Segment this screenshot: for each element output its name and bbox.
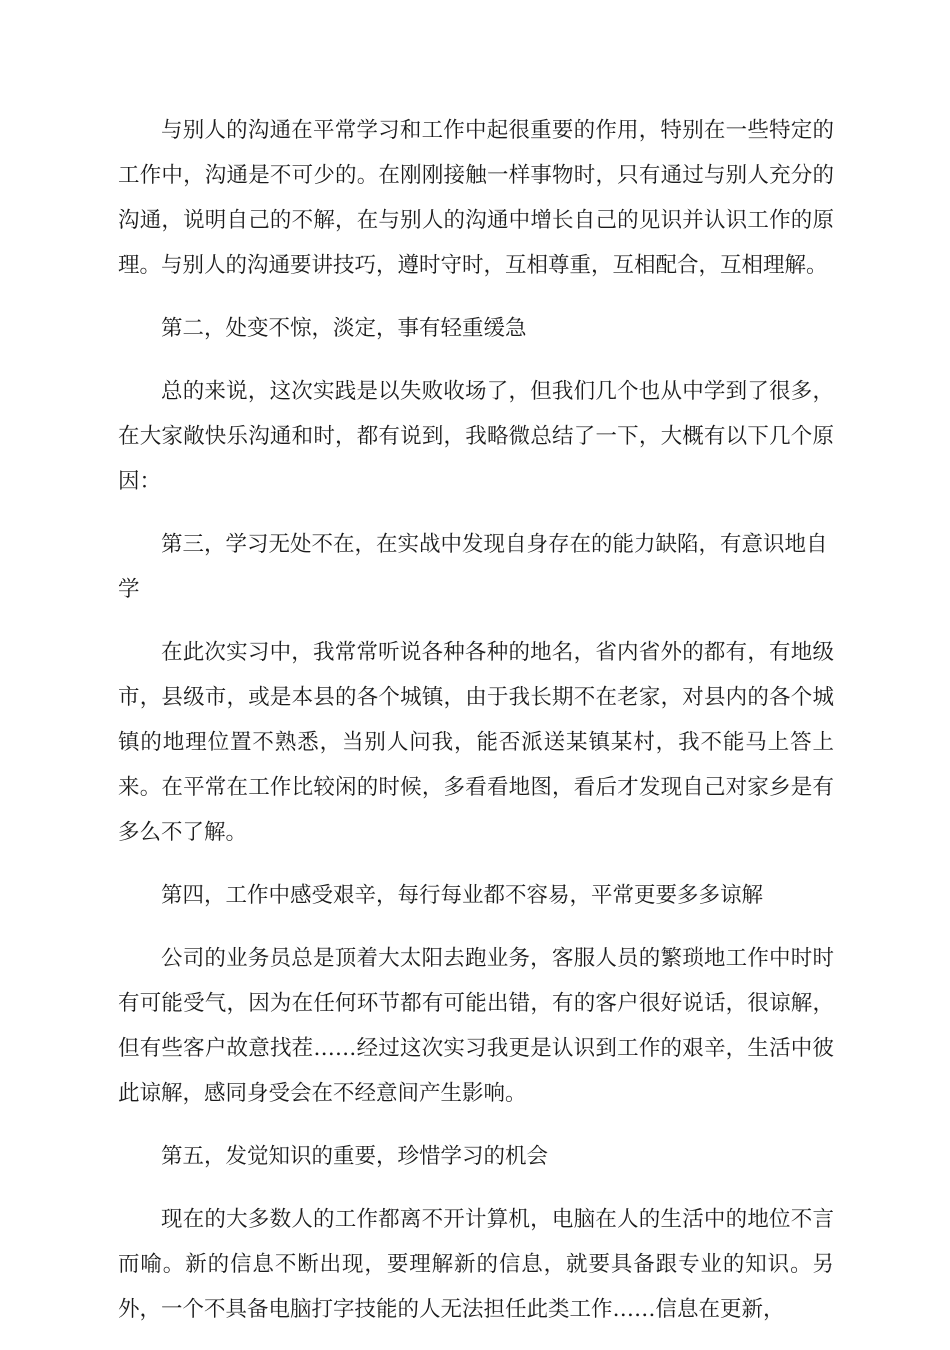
heading-second-point: 第二，处变不惊，淡定，事有轻重缓急 <box>161 316 527 341</box>
paragraph-summary: 总的来说，这次实践是以失败收场了，但我们几个也从中学到了很多，在大家敞快乐沟通和时，都有说到，我略微总结了一下，大概有以下几个原因： <box>118 379 834 494</box>
heading-fifth-point: 第五，发觉知识的重要，珍惜学习的机会 <box>161 1144 549 1169</box>
paragraph-communication: 与别人的沟通在平常学习和工作中起很重要的作用，特别在一些特定的工作中，沟通是不可少的。在刚刚接触一样事物时，只有通过与别人充分的沟通，说明自己的不解，在与别人的沟通中增长自己的见识并认识工作的原理。与别人的沟通要讲技巧，遵时守时，互相尊重，互相配合，互相理解。 <box>118 118 834 278</box>
heading-third-point: 第三，学习无处不在，在实战中发现自身存在的能力缺陷，有意识地自学 <box>118 532 828 602</box>
heading-fourth-point: 第四，工作中感受艰辛，每行每业都不容易，平常更要多多谅解 <box>161 883 764 908</box>
paragraph-computer-knowledge: 现在的大多数人的工作都离不开计算机，电脑在人的生活中的地位不言而喻。新的信息不断出现，要理解新的信息，就要具备跟专业的知识。另外，一个不具备电脑打字技能的人无法担任此类工作……信息在更新， <box>118 1207 834 1322</box>
paragraph-place-names: 在此次实习中，我常常听说各种各种的地名，省内省外的都有，有地级市，县级市，或是本县的各个城镇，由于我长期不在老家，对县内的各个城镇的地理位置不熟悉，当别人问我，能否派送某镇某村，我不能马上答上来。在平常在工作比较闲的时候，多看看地图，看后才发现自己对家乡是有多么不了解。 <box>118 640 834 845</box>
document-page <box>118 108 834 1350</box>
paragraph-hardship: 公司的业务员总是顶着大太阳去跑业务，客服人员的繁琐地工作中时时有可能受气，因为在任何环节都有可能出错，有的客户很好说话，很谅解，但有些客户故意找茬……经过这次实习我更是认识到工作的艰辛，生活中彼此谅解，感同身受会在不经意间产生影响。 <box>118 946 834 1106</box>
